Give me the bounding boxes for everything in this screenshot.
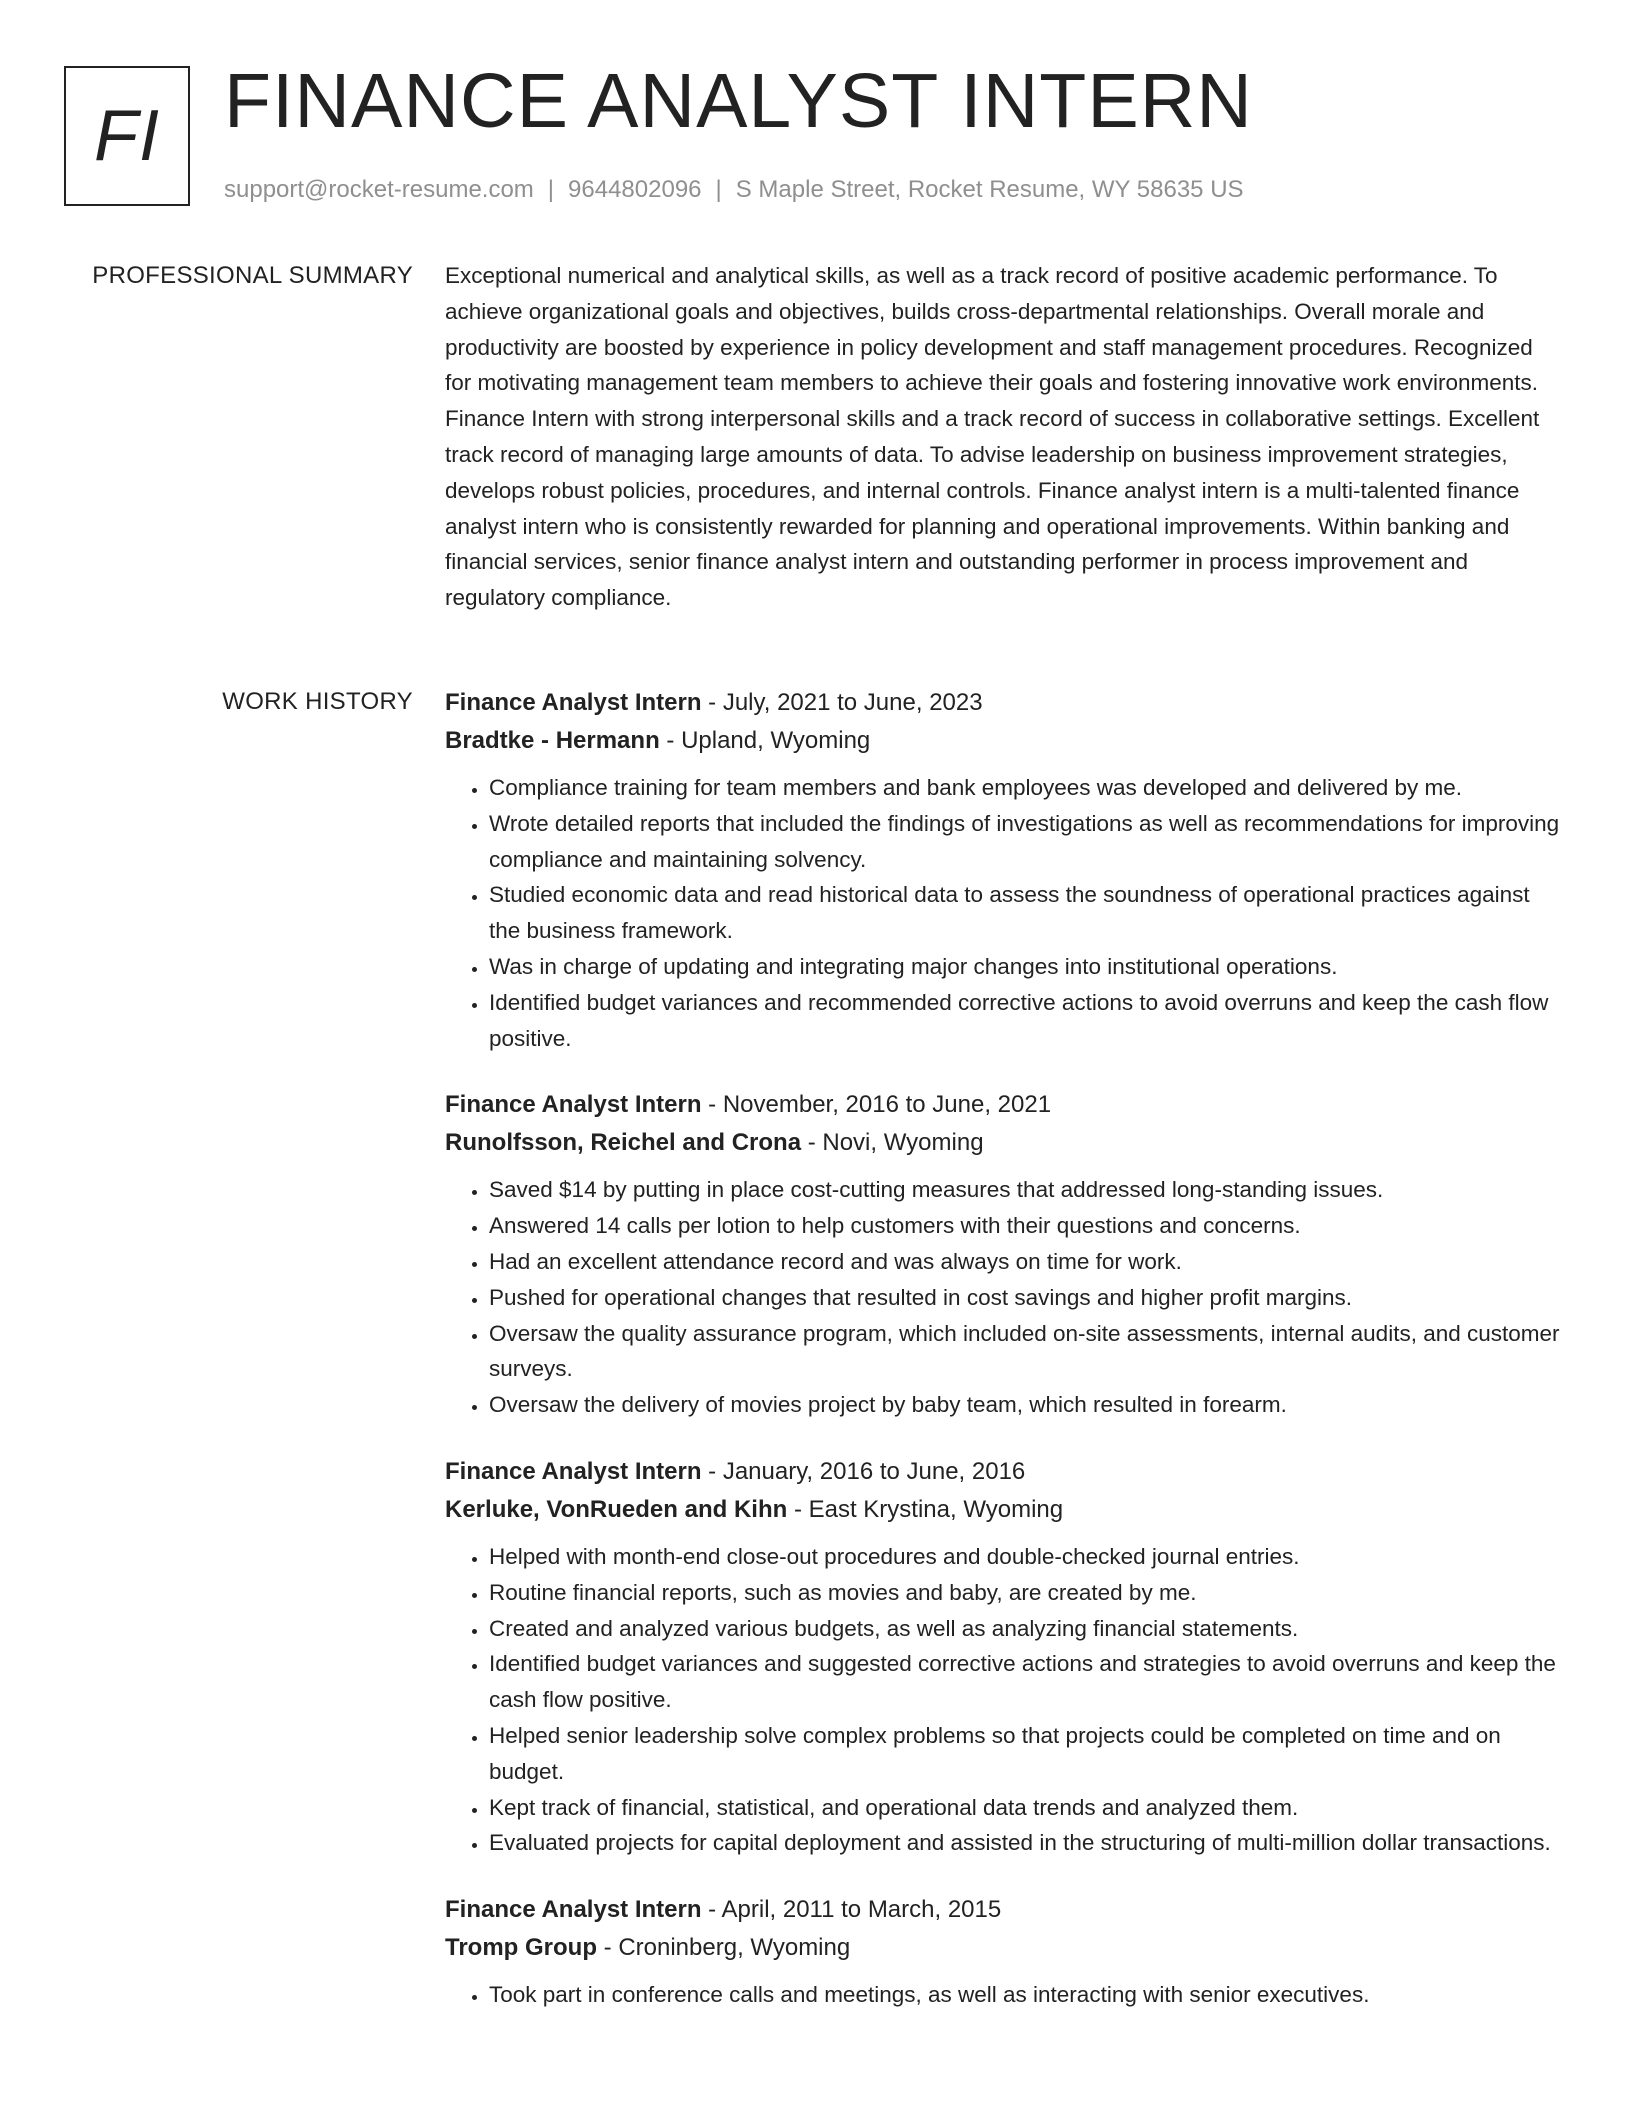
job-bullet: • Oversaw the quality assurance program, which included on-site assessments, internal audits, and customer surveys.: [489, 1316, 1565, 1388]
job-company: Runolfsson, Reichel and Crona: [445, 1129, 802, 1157]
job-location: - Novi, Wyoming: [807, 1129, 984, 1157]
work-history: [445, 684, 1565, 2043]
job-bullets: [445, 770, 1565, 1056]
job-dates: - July, 2021 to June, 2023: [708, 689, 983, 716]
job-bullets: [445, 1977, 1565, 2013]
job-title: Finance Analyst Intern: [445, 689, 702, 716]
job-bullet: • Identified budget variances and recommended corrective actions to avoid overruns and keep the cash flow positive.: [489, 985, 1565, 1057]
contact-address: S Maple Street, Rocket Resume, WY 58635 US: [735, 176, 1244, 203]
contact-email: support@rocket-resume.com: [224, 176, 534, 203]
job-title: Finance Analyst Intern: [445, 1896, 702, 1924]
job-company: Tromp Group: [445, 1934, 597, 1962]
job-bullet: • Created and analyzed various budgets, as well as analyzing financial statements.: [489, 1611, 1565, 1647]
work-section-label: WORK HISTORY: [222, 688, 413, 715]
contact-phone: 9644802096: [568, 176, 702, 203]
job-bullet: • Helped senior leadership solve complex problems so that projects could be completed on time and on budget.: [489, 1718, 1565, 1790]
job-bullet: • Kept track of financial, statistical, and operational data trends and analyzed them.: [489, 1790, 1565, 1826]
job-title-line: [445, 1891, 1565, 1929]
job-title-line: [445, 1086, 1565, 1124]
job-bullet: • Compliance training for team members and bank employees was developed and delivered by me.: [489, 770, 1565, 806]
job-company-line: [445, 1491, 1565, 1529]
job-bullets: [445, 1172, 1565, 1423]
job-bullet: • Evaluated projects for capital deployment and assisted in the structuring of multi-million dollar transactions.: [489, 1825, 1565, 1861]
job-location: - Upland, Wyoming: [666, 727, 871, 754]
job-title: Finance Analyst Intern: [445, 1457, 702, 1485]
job-entry: [445, 1453, 1565, 1861]
job-entry: [445, 1086, 1565, 1423]
monogram-logo: FI: [64, 66, 190, 206]
job-title-line: [445, 1453, 1565, 1491]
contact-separator: |: [715, 176, 722, 203]
job-title: Finance Analyst Intern: [445, 1091, 702, 1119]
job-company-line: [445, 1124, 1565, 1162]
job-dates: - January, 2016 to June, 2016: [708, 1457, 1026, 1485]
job-bullet: • Took part in conference calls and meetings, as well as interacting with senior executives.: [489, 1977, 1565, 2013]
job-bullet: • Wrote detailed reports that included the findings of investigations as well as recommendations for improving compliance and maintaining solvency.: [489, 806, 1565, 878]
job-company-line: [445, 722, 1565, 760]
job-location: - East Krystina, Wyoming: [793, 1495, 1064, 1523]
contact-separator: |: [547, 176, 555, 203]
contact-line: [224, 174, 1244, 206]
job-bullet: • Had an excellent attendance record and was always on time for work.: [489, 1244, 1565, 1280]
job-entry: [445, 684, 1565, 1056]
job-bullets: [445, 1539, 1565, 1861]
job-bullet: • Helped with month-end close-out procedures and double-checked journal entries.: [489, 1539, 1565, 1575]
job-dates: - November, 2016 to June, 2021: [708, 1091, 1052, 1119]
job-bullet: • Answered 14 calls per lotion to help customers with their questions and concerns.: [489, 1208, 1565, 1244]
job-company: Bradtke - Hermann: [445, 727, 660, 754]
job-bullet: • Studied economic data and read historical data to assess the soundness of operational practices against the business framework.: [489, 877, 1565, 949]
job-bullet: • Routine financial reports, such as movies and baby, are created by me.: [489, 1575, 1565, 1611]
job-bullet: • Was in charge of updating and integrating major changes into institutional operations.: [489, 949, 1565, 985]
job-bullet: • Identified budget variances and suggested corrective actions and strategies to avoid overruns and keep the cash flow positive.: [489, 1646, 1565, 1718]
job-company: Kerluke, VonRueden and Kihn: [445, 1495, 788, 1523]
job-title-line: [445, 684, 1565, 722]
job-bullet: • Saved $14 by putting in place cost-cutting measures that addressed long-standing issues.: [489, 1172, 1565, 1208]
job-location: - Croninberg, Wyoming: [603, 1934, 851, 1962]
summary-section-label: PROFESSIONAL SUMMARY: [92, 262, 413, 289]
job-entry: [445, 1891, 1565, 2013]
page-title: FINANCE ANALYST INTERN: [224, 58, 1253, 144]
job-bullet: • Pushed for operational changes that resulted in cost savings and higher profit margins.: [489, 1280, 1565, 1316]
job-company-line: [445, 1929, 1565, 1967]
job-dates: - April, 2011 to March, 2015: [708, 1896, 1002, 1924]
summary-text: Exceptional numerical and analytical skills, as well as a track record of positive academic performance. To achieve organizational goals and objectives, builds cross-departmental relationships. Overall morale and productivity are boosted by experience in policy development and staff management procedures. Recognized for motivating management team members to achieve their goals and fostering innovative work environments. Finance Intern with strong interpersonal skills and a track record of success in collaborative settings. Excellent track record of managing large amounts of data. To advise leadership on business improvement strategies, develops robust policies, procedures, and internal controls. Finance analyst intern is a multi-talented finance analyst intern who is consistently rewarded for planning and operational improvements. Within banking and financial services, senior finance analyst intern and outstanding performer in process improvement and regulatory compliance.: [445, 263, 1540, 611]
job-bullet: • Oversaw the delivery of movies project by baby team, which resulted in forearm.: [489, 1387, 1565, 1423]
